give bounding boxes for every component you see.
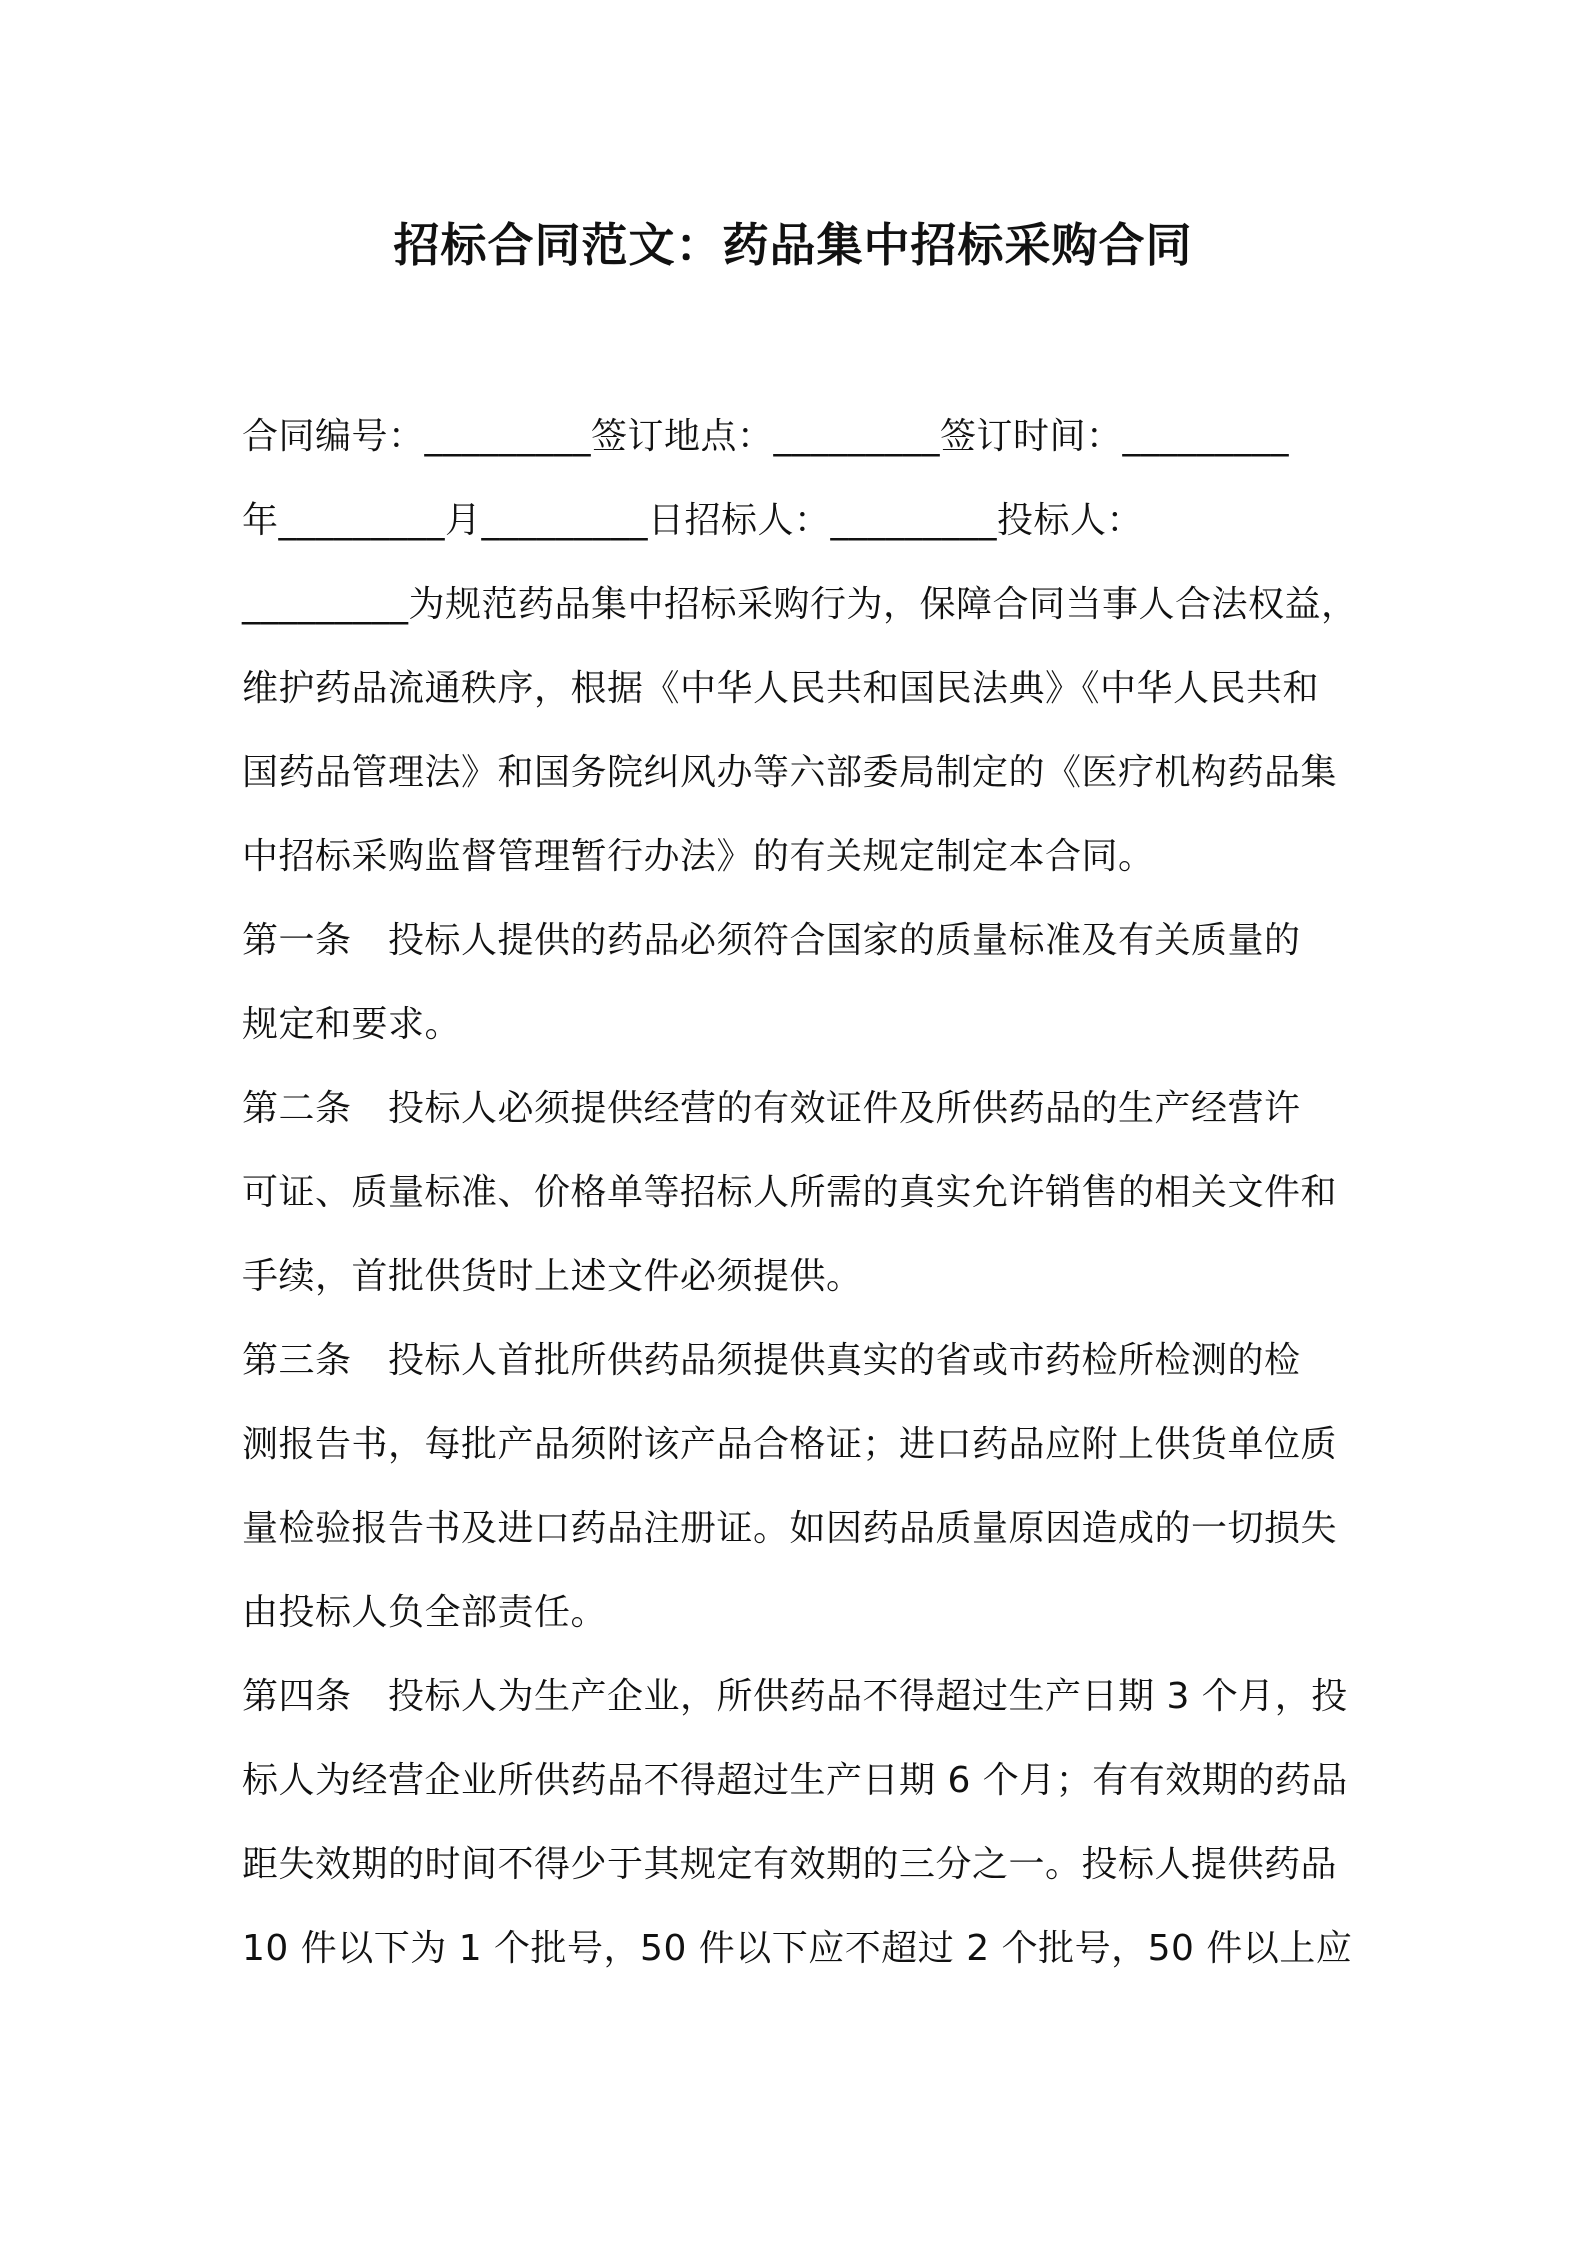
article-1-heading-line: 第一条 投标人提供的药品必须符合国家的质量标准及有关质量的 <box>242 920 1301 961</box>
text-line: 中招标采购监督管理暂行办法》的有关规定制定本合同。 <box>242 836 1155 877</box>
text-line: 手续，首批供货时上述文件必须提供。 <box>242 1256 863 1297</box>
text-line: _________为规范药品集中招标采购行为，保障合同当事人合法权益， <box>242 584 1358 625</box>
text-line: 规定和要求。 <box>242 1004 462 1045</box>
text-line: 距失效期的时间不得少于其规定有效期的三分之一。投标人提供药品 <box>242 1844 1338 1885</box>
text-line: 可证、质量标准、价格单等招标人所需的真实允许销售的相关文件和 <box>242 1172 1338 1213</box>
text-line: 量检验报告书及进口药品注册证。如因药品质量原因造成的一切损失 <box>242 1508 1338 1549</box>
text-line: 标人为经营企业所供药品不得超过生产日期 6 个月；有有效期的药品 <box>242 1760 1348 1801</box>
article-4-heading-line: 第四条 投标人为生产企业，所供药品不得超过生产日期 3 个月，投 <box>242 1676 1348 1717</box>
text-line: 国药品管理法》和国务院纠风办等六部委局制定的《医疗机构药品集 <box>242 752 1338 793</box>
text-line: 年_________月_________日招标人：_________投标人： <box>242 500 1144 541</box>
text-line: 测报告书，每批产品须附该产品合格证；进口药品应附上供货单位质 <box>242 1424 1338 1465</box>
article-3-heading-line: 第三条 投标人首批所供药品须提供真实的省或市药检所检测的检 <box>242 1340 1301 1381</box>
text-line: 由投标人负全部责任。 <box>242 1592 608 1633</box>
text-line: 维护药品流通秩序，根据《中华人民共和国民法典》《中华人民共和 <box>242 668 1320 709</box>
text-line: 10 件以下为 1 个批号，50 件以下应不超过 2 个批号，50 件以上应 <box>242 1928 1353 1969</box>
document-body <box>242 395 1362 1991</box>
text-line: 合同编号：_________签订地点：_________签订时间：_________ <box>242 416 1290 457</box>
article-2-heading-line: 第二条 投标人必须提供经营的有效证件及所供药品的生产经营许 <box>242 1088 1301 1129</box>
document-title: 招标合同范文：药品集中招标采购合同 <box>393 218 1193 272</box>
